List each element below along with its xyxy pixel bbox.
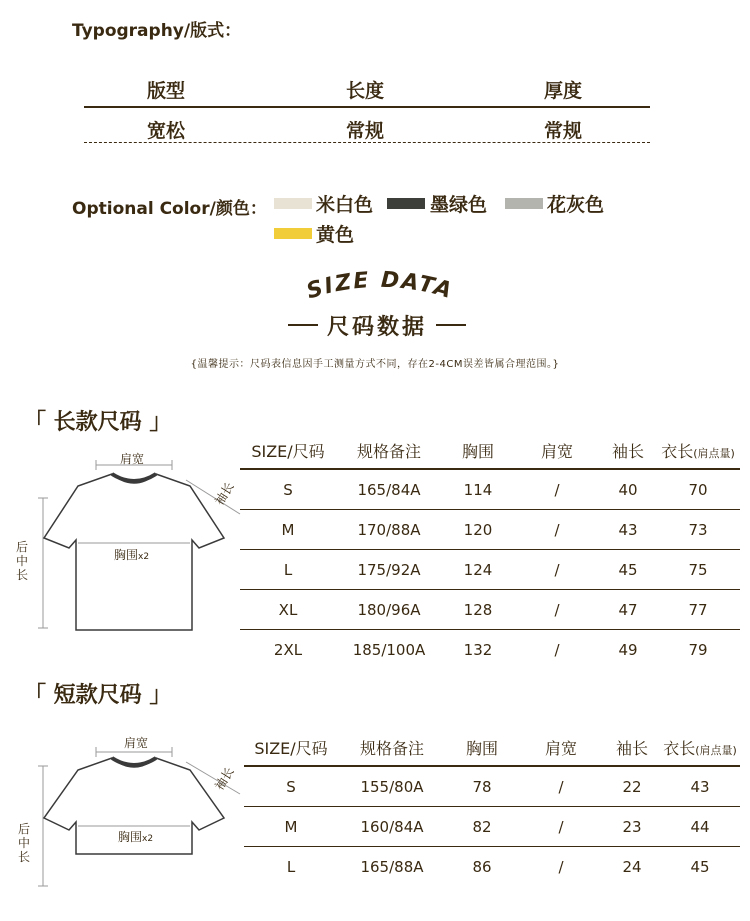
long-header-chest: 胸围 [461, 441, 494, 461]
table-cell: 47 [600, 590, 656, 630]
size-tip: {温馨提示：尺码表信息因手工测量方式不同，存在2-4CM误差皆属合理范围。} [190, 359, 560, 370]
table-row [240, 630, 740, 670]
short-size-table [244, 729, 740, 886]
table-cell: 86 [446, 847, 518, 887]
typography-value-length: 常规 [345, 120, 384, 142]
color-name-yellow: 黄色 [316, 224, 355, 246]
table-cell: 120 [442, 510, 514, 550]
table-cell: M [244, 807, 338, 847]
typography-value-fit: 宽松 [146, 120, 185, 142]
table-cell: / [514, 469, 600, 510]
short-header-length: 衣长(肩点量) [663, 738, 737, 758]
table-cell: 175/92A [336, 550, 442, 590]
table-cell: 45 [600, 550, 656, 590]
table-cell: / [514, 590, 600, 630]
table-cell: 2XL [240, 630, 336, 670]
typography-header-fit: 版型 [146, 80, 185, 102]
short-header-size: SIZE/尺码 [254, 738, 328, 758]
table-cell: 160/84A [338, 807, 446, 847]
table-cell: 155/80A [338, 766, 446, 807]
table-row [240, 510, 740, 550]
long-diagram-sleeve-label: 袖长 [212, 479, 237, 508]
table-cell: / [514, 550, 600, 590]
table-row [240, 590, 740, 630]
short-diagram-shoulder-label: 肩宽 [124, 736, 149, 750]
table-cell: / [518, 807, 604, 847]
short-tshirt-diagram [14, 738, 244, 898]
table-cell: 165/88A [338, 847, 446, 887]
long-header-size: SIZE/尺码 [251, 441, 325, 461]
table-cell: 132 [442, 630, 514, 670]
table-cell: 185/100A [336, 630, 442, 670]
color-name-heathergray: 花灰色 [547, 194, 605, 216]
color-name-offwhite: 米白色 [316, 194, 374, 216]
long-section-title: 「 长款尺码 」 [24, 410, 172, 435]
short-header-chest: 胸围 [465, 738, 498, 758]
table-cell: 78 [446, 766, 518, 807]
table-cell: 23 [604, 807, 660, 847]
table-cell: 79 [656, 630, 740, 670]
table-cell: 77 [656, 590, 740, 630]
table-cell: 170/88A [336, 510, 442, 550]
table-cell: XL [240, 590, 336, 630]
short-diagram-sleeve-label: 袖长 [212, 764, 237, 793]
table-cell: 40 [600, 469, 656, 510]
table-cell: / [518, 766, 604, 807]
table-cell: 70 [656, 469, 740, 510]
table-cell: S [244, 766, 338, 807]
table-cell: 43 [600, 510, 656, 550]
typography-header-length: 长度 [345, 80, 384, 102]
table-cell: / [518, 847, 604, 887]
short-header-shoulder: 肩宽 [544, 738, 577, 758]
color-swatch-darkgreen [387, 198, 425, 209]
long-diagram-shoulder-label: 肩宽 [120, 452, 145, 466]
long-size-table [240, 432, 740, 669]
long-header-length: 衣长(肩点量) [661, 441, 735, 461]
table-row [240, 550, 740, 590]
color-swatch-offwhite [274, 198, 312, 209]
short-header-spec: 规格备注 [359, 738, 424, 758]
long-header-spec: 规格备注 [356, 441, 421, 461]
table-cell: L [244, 847, 338, 887]
typography-value-thickness: 常规 [543, 120, 582, 142]
size-data-title-cn: 尺码数据 [326, 315, 427, 340]
table-row [244, 847, 740, 887]
table-cell: 128 [442, 590, 514, 630]
color-swatch-heathergray [505, 198, 543, 209]
svg-text:SIZE DATA [304, 268, 456, 304]
table-cell: 165/84A [336, 469, 442, 510]
color-swatch-yellow [274, 228, 312, 239]
long-header-shoulder: 肩宽 [540, 441, 573, 461]
table-cell: 82 [446, 807, 518, 847]
table-cell: 22 [604, 766, 660, 807]
title-right-rule [436, 324, 466, 326]
table-row [244, 807, 740, 847]
long-diagram-chest-label: 胸围x2 [114, 548, 150, 562]
table-cell: 49 [600, 630, 656, 670]
typography-divider [84, 106, 650, 108]
table-cell: 45 [660, 847, 740, 887]
title-left-rule [288, 324, 318, 326]
table-cell: S [240, 469, 336, 510]
table-cell: / [514, 630, 600, 670]
size-data-title-graphic [290, 268, 470, 308]
typography-header-thickness: 厚度 [543, 80, 582, 102]
color-name-darkgreen: 墨绿色 [430, 194, 488, 216]
long-tshirt-diagram [14, 448, 244, 638]
color-label: Optional Color/颜色： [72, 199, 267, 219]
typography-label: Typography/版式： [72, 21, 242, 41]
short-diagram-length-label: 后中长 [18, 822, 31, 864]
table-row [240, 469, 740, 510]
typography-bottom-divider [84, 142, 650, 143]
table-cell: 114 [442, 469, 514, 510]
table-cell: M [240, 510, 336, 550]
table-cell: 44 [660, 807, 740, 847]
table-cell: L [240, 550, 336, 590]
short-section-title: 「 短款尺码 」 [24, 683, 172, 708]
size-data-title-en: SIZE DATA [303, 268, 457, 305]
table-cell: 180/96A [336, 590, 442, 630]
table-cell: 43 [660, 766, 740, 807]
table-cell: 75 [656, 550, 740, 590]
table-cell: / [514, 510, 600, 550]
table-cell: 124 [442, 550, 514, 590]
short-header-sleeve: 袖长 [615, 738, 648, 758]
table-row [244, 766, 740, 807]
table-cell: 24 [604, 847, 660, 887]
long-diagram-length-label: 后中长 [16, 540, 29, 582]
long-header-sleeve: 袖长 [611, 441, 644, 461]
table-cell: 73 [656, 510, 740, 550]
short-diagram-chest-label: 胸围x2 [118, 830, 154, 844]
